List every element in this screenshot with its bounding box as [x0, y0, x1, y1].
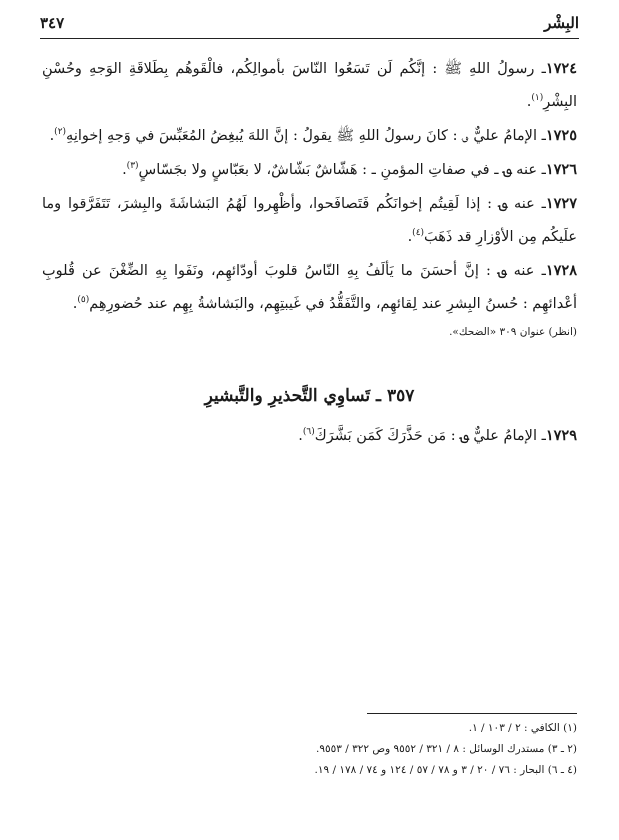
page-body [42, 52, 577, 453]
hadith-entry: ١٧٢٥ـ الإمامُ عليٌّ ؈ : كانَ رسولُ اللهِ ﷺ يقولُ : إنَّ اللهَ يُبغِضُ المُعَبِّسَ في وَجهِ إخوانِهِ$^{(٢)}$. [49, 127, 577, 144]
hadith-text: ـ الإمامُ عليٌّ ؈ : مَن حَذَّرَكَ كَمَن بَشَّرَكَ [314, 428, 546, 444]
footnote: (٢ ـ ٣) مستدرك الوسائل : ٨ / ٣٢١ / ٩٥٥٢ وص ٣٢٢ / ٩٥٥٣. [315, 743, 577, 755]
footnote: (٤ ـ ٦) البحار : ٧٦ / ٢٠ / ٣ و ٧٨ / ٥٧ / ١٢٤ و ٧٤ / ١٧٨ / ١٩. [314, 764, 577, 776]
hadith-number: ١٧٢٤ [545, 60, 577, 77]
hadith-entry: ١٧٢٨ـ عنه ؈ : إنَّ أحسَنَ ما يَألَفُ بِهِ النّاسُ قلوبَ أودّائهِم، ونَفَوا بِهِ الضِّغْنَ عن قُلوبِ أعْدائهِم : حُسنُ البِشرِ عند لِقائهِم، والتَّفَقُّدُ في غَيبتِهِم، والبَشاشةُ بِهِم عند حُضورِهِم$^{(٥)}$. [42, 262, 577, 312]
hadith-entry: ١٧٢٦ـ عنه ؈ ـ في صفاتِ المؤمنِ ـ : هَشّاشٌ بَشّاشٌ، لا بعَبّاسٍ ولا بجَسّاسٍ$^{(٣)}$. [122, 161, 577, 178]
footnotes [42, 718, 577, 781]
footnote-marker[interactable]: (٥) [77, 295, 90, 306]
hadith-number: ١٧٢٩ [545, 427, 577, 444]
cross-reference[interactable]: (انظر) عنوان ٣٠٩ «الضحك». [449, 326, 577, 338]
footnote-marker[interactable]: (٣) [126, 161, 139, 172]
page-number: ٣٤٧ [40, 14, 65, 32]
hadith-entry: ١٧٢٤ـ رسولُ اللهِ ﷺ : إنَّكُم لَن تَسَعُوا النّاسَ بأموالِكُم، فالْقَوهُم بِطَلاقَةِ الوَجهِ وحُسْنِ البِشْرِ$^{(١)}$. [42, 60, 577, 110]
footnote-marker[interactable]: (٦) [302, 427, 315, 438]
footnote-marker[interactable]: (٤) [412, 228, 425, 239]
hadith-number: ١٧٢٨ [545, 262, 577, 279]
running-header [40, 14, 579, 38]
hadith-text: ـ الإمامُ عليٌّ ؈ : كانَ رسولُ اللهِ ﷺ يقولُ : إنَّ اللهَ يُبغِضُ المُعَبِّسَ في وَجهِ إخوانِهِ [66, 128, 546, 144]
footnote: (١) الكافي : ٢ / ١٠٣ / ١. [468, 722, 577, 734]
hadith-text: ـ رسولُ اللهِ ﷺ : إنَّكُم لَن تَسَعُوا النّاسَ بأموالِكُم، فالْقَوهُم بِطَلاقَةِ الوَجهِ وحُسْنِ البِشْرِ [42, 61, 577, 110]
hadith-number: ١٧٢٥ [545, 127, 577, 144]
hadith-text: ـ عنه ؈ : إذا لَقِيتُم إخوانَكُم فَتَصافَحوا، وأظْهِروا لَهُمُ البَشاشَةَ والبِشرَ، تَتَفَرَّقوا وما علَيكُم مِن الأوْزارِ قد ذَهَبَ [42, 196, 577, 245]
hadith-text: ـ عنه ؈ : إنَّ أحسَنَ ما يَألَفُ بِهِ النّاسُ قلوبَ أودّائهِم، ونَفَوا بِهِ الضِّغْنَ عن قُلوبِ أعْدائهِم : حُسنُ البِشرِ عند لِقائهِم، والتَّفَقُّدُ في غَيبتِهِم، والبَشاشةُ بِهِم عند حُضورِهِم [42, 263, 577, 312]
hadith-entry: ١٧٢٧ـ عنه ؈ : إذا لَقِيتُم إخوانَكُم فَتَصافَحوا، وأظْهِروا لَهُمُ البَشاشَةَ والبِشرَ، تَتَفَرَّقوا وما علَيكُم مِن الأوْزارِ قد ذَهَبَ$^{(٤)}$. [42, 195, 577, 245]
hadith-text: ـ عنه ؈ ـ في صفاتِ المؤمنِ ـ : هَشّاشٌ بَشّاشٌ، لا بعَبّاسٍ ولا بجَسّاسٍ [138, 162, 546, 178]
hadith-number: ١٧٢٧ [545, 195, 577, 212]
header-title: البِشْر [544, 14, 579, 32]
hadith-entry: ١٧٢٩ـ الإمامُ عليٌّ ؈ : مَن حَذَّرَكَ كَمَن بَشَّرَكَ$^{(٦)}$. [298, 427, 577, 444]
footnote-rule [367, 713, 577, 714]
hadith-number: ١٧٢٦ [545, 161, 577, 178]
header-rule [40, 38, 579, 39]
footnote-marker[interactable]: (٢) [54, 127, 67, 138]
footnote-marker[interactable]: (١) [531, 93, 544, 104]
section-title: ٣٥٧ ـ تَساوِي التَّحذيرِ والتَّبشيرِ [204, 386, 415, 406]
